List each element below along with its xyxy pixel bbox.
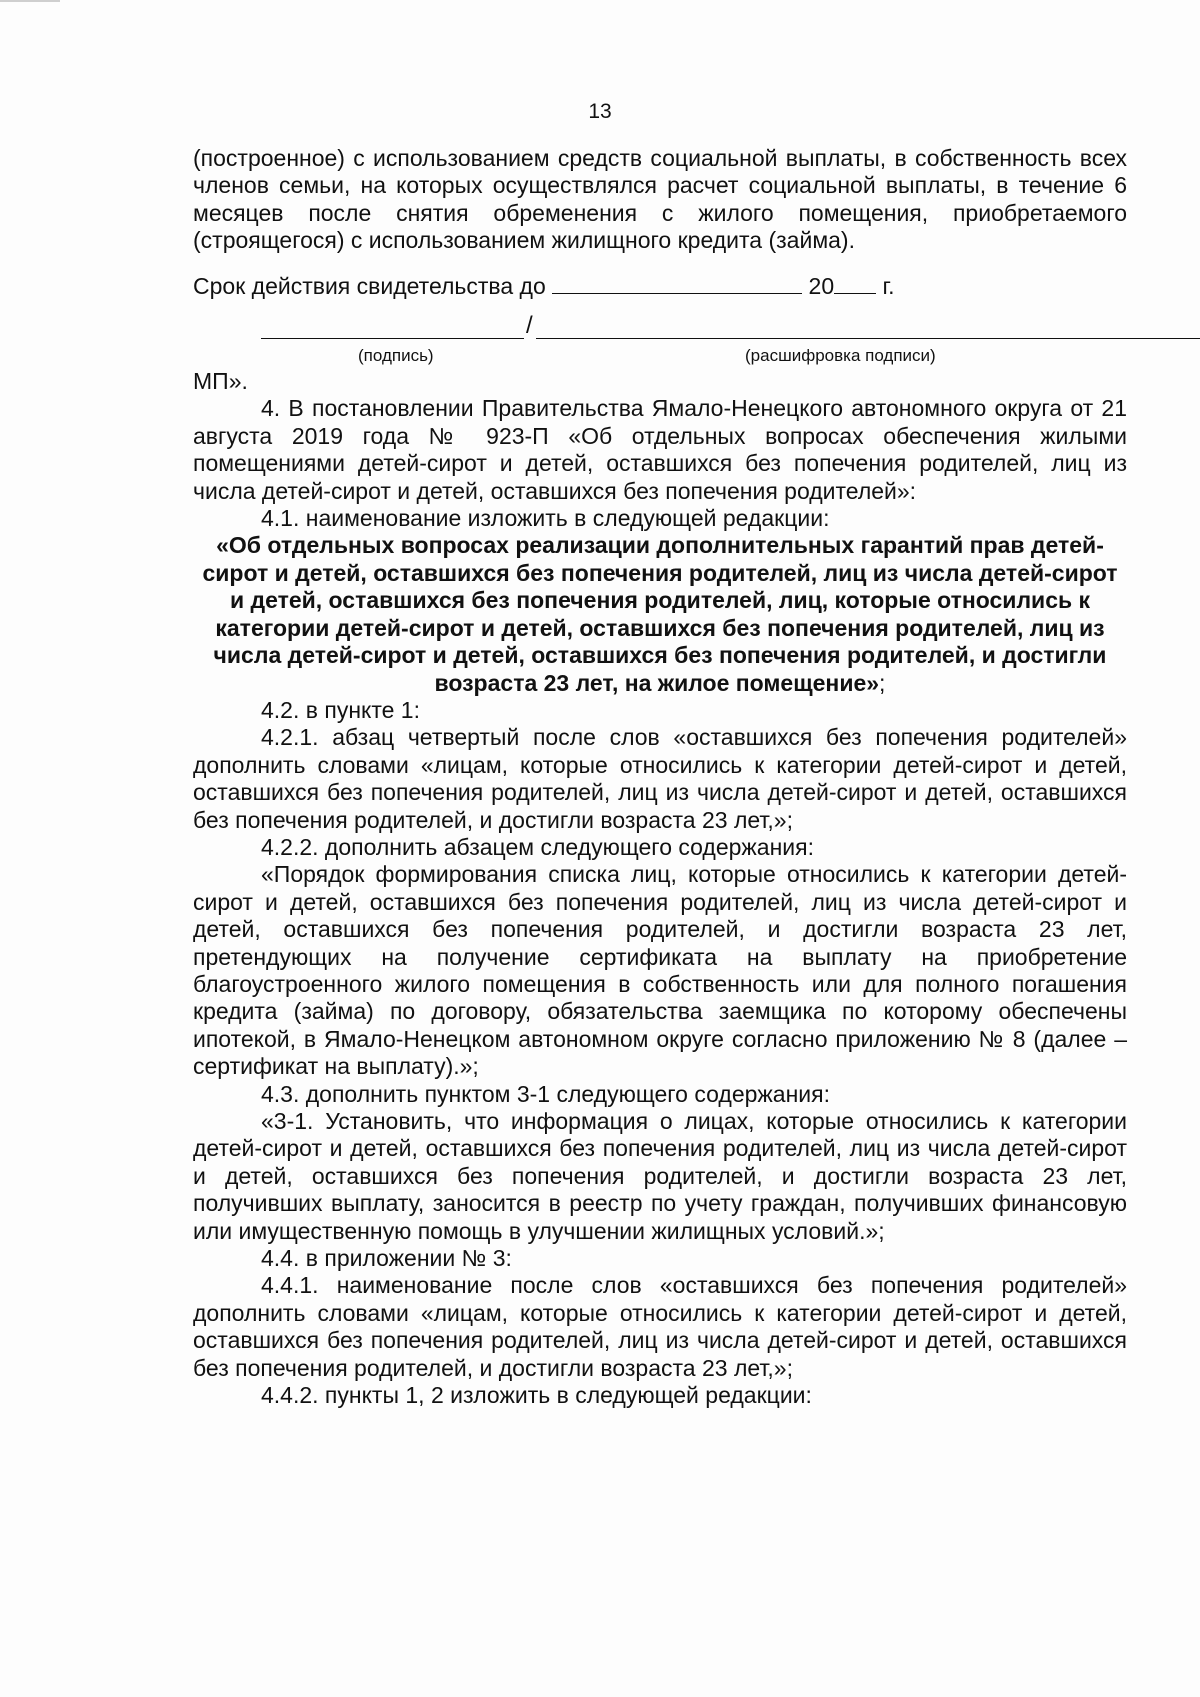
paragraph-4: 4. В постановлении Правительства Ямало-Ненецкого автономного округа от 21 августа 2019 года № 923-П «Об отдельных вопросах обеспечения жилыми помещениями детей-сирот и детей, оставшихся без попечения родителей, лиц из числа детей-сирот и детей, оставшихся без попечения родителей»:	[193, 395, 1127, 504]
validity-year-blank	[834, 273, 876, 294]
certificate-validity-line	[193, 273, 1127, 300]
paragraph-4-4-1: 4.4.1. наименование после слов «оставшихся без попечения родителей» дополнить словами «лицам, которые относились к категории детей-сирот и детей, оставшихся без попечения родителей, лиц из числа детей-сирот и детей, оставшихся без попечения родителей, и достигли возраста 23 лет,»;	[193, 1272, 1127, 1381]
stamp-place-mark: МП».	[193, 368, 248, 395]
paragraph-4-4: 4.4. в приложении № 3:	[261, 1245, 512, 1272]
new-title-bold: «Об отдельных вопросах реализации дополнительных гарантий прав детей-сирот и детей, оставшихся без попечения родителей, лиц из числа детей-сирот и детей, оставшихся без попечения родителей, лиц, которые относились к категории детей-сирот и детей, оставшихся без попечения родителей, лиц из числа детей-сирот и детей, оставшихся без попечения родителей, и достигли возраста 23 лет, на жилое помещение»	[202, 532, 1118, 696]
paragraph-4-2-2-quote: «Порядок формирования списка лиц, которые относились к категории детей-сирот и детей, оставшихся без попечения родителей, лиц из числа детей-сирот и детей, оставшихся без попечения родителей, и достигли возраста 23 лет, претендующих на получение сертификата на выплату на приобретение благоустроенного жилого помещения в собственность или для полного погашения кредита (займа) по договору, обязательства заемщика по которому обеспечены ипотекой, в Ямало-Ненецком автономном округе согласно приложению № 8 (далее – сертификат на выплату).»;	[193, 861, 1127, 1080]
paragraph-4-2: 4.2. в пункте 1:	[261, 696, 420, 723]
continued-paragraph: (построенное) с использованием средств социальной выплаты, в собственность всех членов семьи, на которых осуществлялся расчет социальной выплаты, в течение 6 месяцев после снятия обременения с жилого помещения, приобретаемого (строящегося) с использованием жилищного кредита (займа).	[193, 145, 1127, 254]
validity-label: Срок действия свидетельства до	[193, 272, 546, 299]
paragraph-4-2-2: 4.2.2. дополнить абзацем следующего содержания:	[261, 833, 814, 860]
signature-caption: (подпись)	[358, 346, 434, 366]
signature-block	[193, 310, 1127, 368]
signature-line	[261, 338, 524, 339]
paragraph-4-3-quote: «3-1. Установить, что информация о лицах, которые относились к категории детей-сирот и детей, оставшихся без попечения родителей, лиц из числа детей-сирот и детей, оставшихся без попечения родителей, и достигли возраста 23 лет, получивших выплату, заносится в реестр по учету граждан, получивших финансовую или имущественную помощь в улучшении жилищных условий.»;	[193, 1108, 1127, 1244]
signature-transcript-caption: (расшифровка подписи)	[745, 346, 936, 366]
validity-date-blank	[552, 273, 802, 294]
page-number: 13	[588, 100, 612, 123]
paragraph-4-1: 4.1. наименование изложить в следующей редакции:	[261, 505, 830, 532]
paragraph-4-3: 4.3. дополнить пунктом 3-1 следующего содержания:	[261, 1080, 830, 1107]
signature-transcript-line	[536, 338, 1200, 339]
document-body	[193, 145, 1127, 1409]
paragraph-4-2-1: 4.2.1. абзац четвертый после слов «оставшихся без попечения родителей» дополнить словами «лицам, которые относились к категории детей-сирот и детей, оставшихся без попечения родителей, лиц из числа детей-сирот и детей, оставшихся без попечения родителей, и достигли возраста 23 лет,»;	[193, 724, 1127, 833]
signature-slash: /	[526, 312, 533, 340]
validity-year-prefix: 20	[808, 272, 835, 299]
scan-corner-mark	[0, 0, 60, 2]
new-title-tail: ;	[879, 669, 886, 696]
validity-year-suffix: г.	[882, 272, 895, 299]
paragraph-4-4-2: 4.4.2. пункты 1, 2 изложить в следующей редакции:	[261, 1382, 812, 1409]
new-title-block	[193, 532, 1127, 696]
